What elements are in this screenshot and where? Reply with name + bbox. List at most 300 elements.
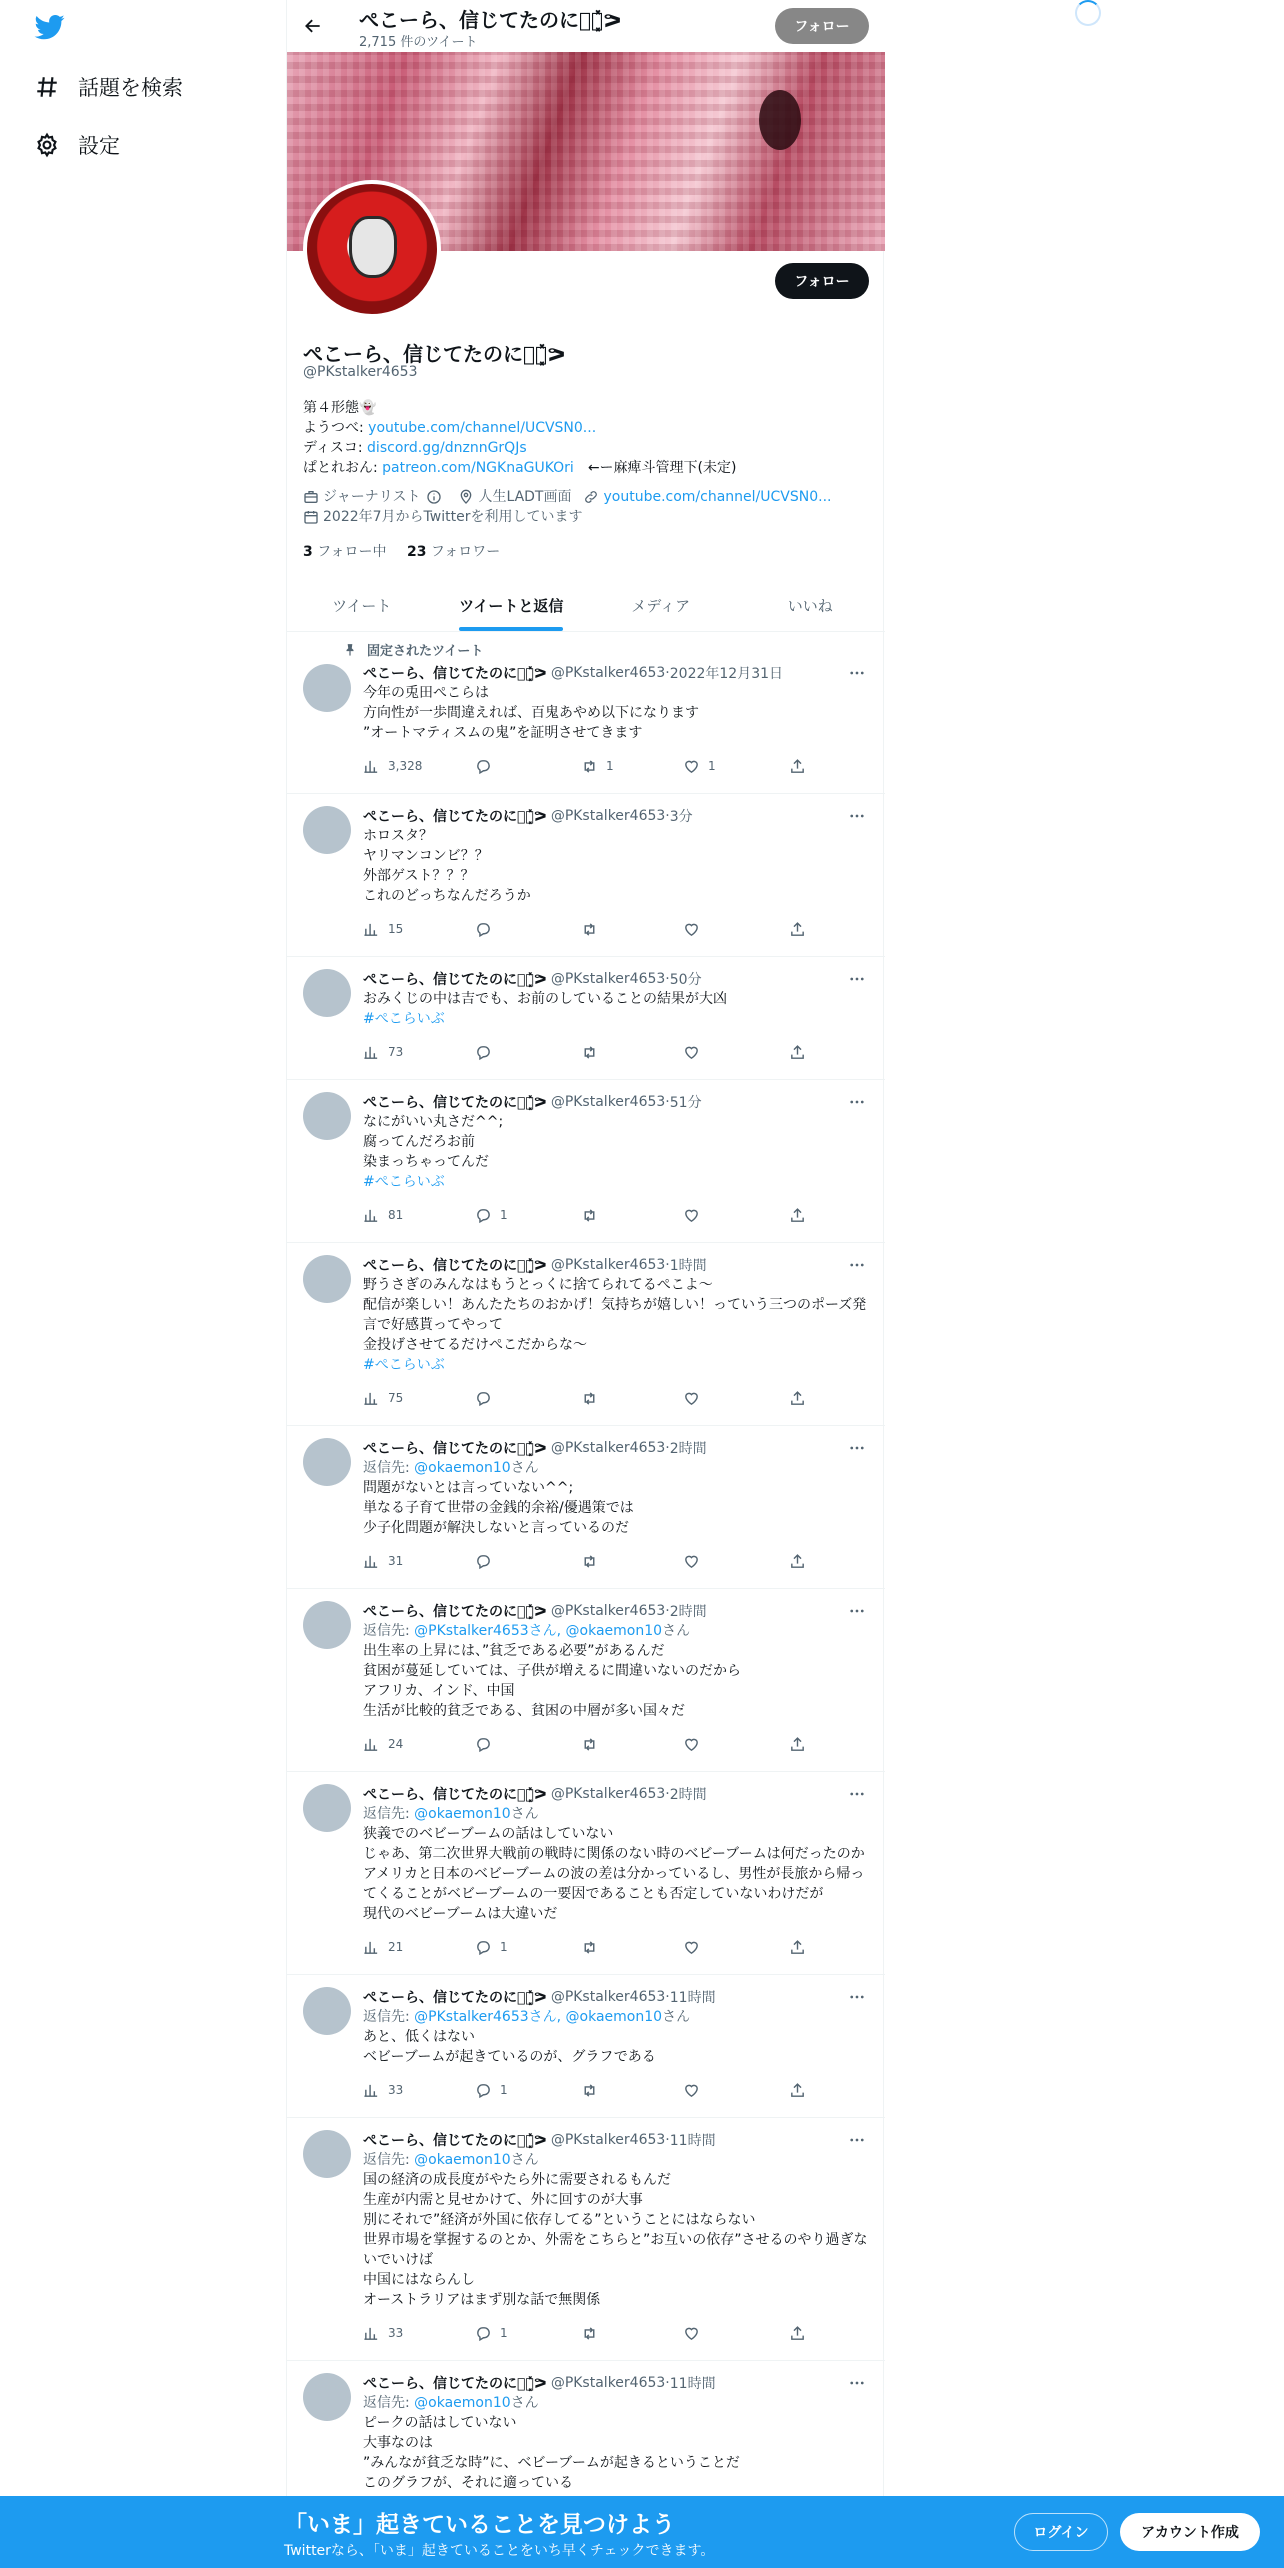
share-button[interactable] xyxy=(789,1939,829,1956)
reply-bubble-icon xyxy=(475,1939,492,1956)
tweet-text: あと、低くはない ベビーブームが起きているのが、グラフである xyxy=(363,2029,656,2065)
reply-prefix: 返信先: xyxy=(363,1623,415,1639)
bar-chart-icon xyxy=(363,758,380,775)
more-icon[interactable] xyxy=(845,2130,869,2150)
tweet-reply-to xyxy=(363,1804,869,1824)
tweet[interactable] xyxy=(287,1589,885,1772)
like-button[interactable] xyxy=(683,1044,789,1061)
reply-suffix: さん xyxy=(662,2009,691,2025)
reply-to-link[interactable]: @okaemon10 xyxy=(414,1806,511,1822)
tweet-text: 今年の兎田ぺこらは 方向性が一歩間違えれば、百鬼あやめ以下になります ”オートマティスムの鬼”を証明させてきます xyxy=(363,685,699,741)
tweet[interactable] xyxy=(287,1243,885,1426)
tweet-text: おみくじの中は吉でも、お前のしていることの結果が大凶 xyxy=(363,991,727,1007)
tweet-author-name[interactable]: ぺこーら、信じてたのにய்͓̽ᕗ xyxy=(363,1604,547,1620)
header-tweet-count: 2,715 件のツイート xyxy=(359,35,478,50)
reply-button[interactable] xyxy=(475,1736,581,1753)
signup-banner-subtitle: Twitterなら、「いま」起きていることをいち早くチェックできます。 xyxy=(284,2543,715,2559)
meta-profession: ジャーナリスト xyxy=(323,489,421,505)
tweet-time[interactable]: 11時間 xyxy=(669,1990,716,2006)
tweet-author-name[interactable]: ぺこーら、信じてたのにய்͓̽ᕗ xyxy=(363,1258,547,1274)
tab-tweets-and-replies[interactable]: ツイートと返信 xyxy=(437,580,587,631)
reply-to-link[interactable]: @okaemon10 xyxy=(414,2395,511,2411)
tweet-actions xyxy=(363,2073,869,2107)
reply-bubble-icon xyxy=(475,1553,492,1570)
retweet-icon xyxy=(581,2082,598,2099)
reply-prefix: 返信先: xyxy=(363,2152,415,2168)
share-button[interactable] xyxy=(789,1044,829,1061)
tweet-dot-separator: · xyxy=(665,665,670,681)
bio-youtube-line xyxy=(303,418,736,438)
tweet-avatar[interactable] xyxy=(303,969,351,1017)
bar-chart-icon xyxy=(363,1736,380,1753)
like-button[interactable] xyxy=(683,1207,789,1224)
tweet-actions xyxy=(363,1381,869,1415)
tweet-avatar[interactable] xyxy=(303,806,351,854)
heart-icon xyxy=(683,2325,700,2342)
views-count: 73 xyxy=(388,1045,404,1059)
share-button[interactable] xyxy=(789,921,829,938)
reply-suffix: さん xyxy=(510,1460,539,1476)
share-button[interactable] xyxy=(789,1390,829,1407)
tweet-author-handle[interactable]: @PKstalker4653 xyxy=(550,665,666,681)
reply-button[interactable] xyxy=(475,1390,581,1407)
share-icon xyxy=(789,1736,806,1753)
retweet-button[interactable] xyxy=(581,2082,683,2099)
tweet[interactable] xyxy=(287,1080,885,1243)
pinned-text: 固定されたツイート xyxy=(367,644,484,659)
reply-bubble-icon xyxy=(475,1736,492,1753)
more-icon[interactable] xyxy=(845,1092,869,1112)
tab-tweets[interactable]: ツイート xyxy=(332,597,392,615)
bar-chart-icon xyxy=(363,1939,380,1956)
views-button[interactable] xyxy=(363,1390,475,1407)
share-button[interactable] xyxy=(789,1736,829,1753)
views-button[interactable] xyxy=(363,921,475,938)
nav-settings-label: 設定 xyxy=(78,134,120,158)
heart-icon xyxy=(683,1553,700,1570)
following-count: 3 xyxy=(303,544,313,560)
retweet-icon xyxy=(581,2325,598,2342)
bar-chart-icon xyxy=(363,2325,380,2342)
reply-bubble-icon xyxy=(475,1390,492,1407)
tweet-reply-to xyxy=(363,2393,869,2413)
nav-settings[interactable] xyxy=(34,120,120,170)
views-button[interactable] xyxy=(363,1207,475,1224)
retweet-button[interactable] xyxy=(581,1939,683,1956)
retweet-button[interactable] xyxy=(581,1553,683,1570)
meta-joined: 2022年7月からTwitterを利用しています xyxy=(323,509,583,525)
tweet-time[interactable]: 2時間 xyxy=(669,1787,707,1803)
share-icon xyxy=(789,1553,806,1570)
share-icon xyxy=(789,1044,806,1061)
like-button[interactable] xyxy=(683,1390,789,1407)
share-button[interactable] xyxy=(789,758,829,775)
info-icon[interactable] xyxy=(426,489,442,505)
following-link[interactable] xyxy=(303,544,387,560)
share-icon xyxy=(789,2325,806,2342)
reply-suffix: さん xyxy=(662,1623,691,1639)
tweet-text: 国の経済の成長度がやたら外に需要されるもんだ 生産が内需と見せかけて、外に回すのが大事 別にそれで”経済が外国に依存してる”ということにはならない 世界市場を掌握するのとか、外需をこちらと”お互いの依存”させるのやり過ぎないでいけば 中国にはならんし オーストラリアはまず別な話で無関係 xyxy=(363,2172,868,2308)
follow-stats xyxy=(303,541,500,561)
more-icon[interactable] xyxy=(845,2373,869,2393)
tweet-avatar[interactable] xyxy=(303,1987,351,2035)
tweet-avatar[interactable] xyxy=(303,2373,351,2421)
views-button[interactable] xyxy=(363,2082,475,2099)
heart-icon xyxy=(683,1044,700,1061)
tweet-dot-separator: · xyxy=(665,808,670,824)
more-icon[interactable] xyxy=(845,1255,869,1275)
tweet-text: ホロスタ？ ヤリマンコンビ？？ 外部ゲスト？？？ これのどっちなんだろうか xyxy=(363,828,531,904)
tweet-author-name[interactable]: ぺこーら、信じてたのにய்͓̽ᕗ xyxy=(363,2133,547,2149)
like-button[interactable] xyxy=(683,1736,789,1753)
tweet-author-handle[interactable]: @PKstalker4653 xyxy=(550,1786,666,1802)
tweet-time[interactable]: 3分 xyxy=(669,809,693,825)
twitter-bird-icon[interactable] xyxy=(34,12,66,42)
heart-icon xyxy=(683,2082,700,2099)
heart-icon xyxy=(683,921,700,938)
views-button[interactable] xyxy=(363,1044,475,1061)
retweet-button[interactable] xyxy=(581,2325,683,2342)
tweet-reply-to xyxy=(363,1458,869,1478)
reply-bubble-icon xyxy=(475,2082,492,2099)
views-count: 33 xyxy=(388,2083,404,2097)
bar-chart-icon xyxy=(363,1044,380,1061)
signup-banner-title: 「いま」起きていることを見つけよう xyxy=(284,2512,675,2538)
share-icon xyxy=(789,1939,806,1956)
tweet-dot-separator: · xyxy=(665,1440,670,1456)
tweet-time[interactable]: 11時間 xyxy=(669,2376,716,2392)
tweet-header xyxy=(363,806,869,826)
bio-patreon-prefix: ぱとれおん: xyxy=(303,460,383,476)
retweet-button[interactable] xyxy=(581,758,683,775)
tweet-dot-separator: · xyxy=(665,1603,670,1619)
tweet-time[interactable]: 51分 xyxy=(669,1095,702,1111)
tweet-hashtag[interactable]: #ぺこらいぶ xyxy=(363,1174,445,1190)
reply-bubble-icon xyxy=(475,758,492,775)
reply-button[interactable] xyxy=(475,1207,581,1224)
like-button[interactable] xyxy=(683,1939,789,1956)
heart-icon xyxy=(683,1736,700,1753)
like-button[interactable] xyxy=(683,1553,789,1570)
tweet-header xyxy=(363,2130,869,2150)
views-button[interactable] xyxy=(363,2325,475,2342)
tweet-dot-separator: · xyxy=(665,1786,670,1802)
tab-media[interactable]: メディア xyxy=(631,597,691,615)
more-icon[interactable] xyxy=(845,969,869,989)
reply-to-link[interactable]: @okaemon10 xyxy=(414,1460,511,1476)
reply-button[interactable] xyxy=(475,921,581,938)
tweet[interactable] xyxy=(287,1426,885,1589)
pinned-label xyxy=(343,640,869,659)
views-count: 33 xyxy=(388,2326,404,2340)
views-count: 81 xyxy=(388,1208,404,1222)
share-icon xyxy=(789,1390,806,1407)
bio-line-1: 第４形態👻 xyxy=(303,400,377,416)
more-icon[interactable] xyxy=(845,1601,869,1621)
views-button[interactable] xyxy=(363,1736,475,1753)
tweet-time[interactable]: 2時間 xyxy=(669,1604,707,1620)
tweet[interactable] xyxy=(287,632,885,794)
more-icon[interactable] xyxy=(845,663,869,683)
reply-suffix: さん xyxy=(510,2152,539,2168)
views-count: 75 xyxy=(388,1391,404,1405)
tweet-text: 野うさぎのみんなはもうとっくに捨てられてるぺこよ〜 配信が楽しい！あんたたちのおかげ！気持ちが嬉しい！っていう三つのポーズ発言で好感貰ってやって 金投げさせてるだけぺこだからな〜 xyxy=(363,1277,867,1353)
tweet-reply-to xyxy=(363,1621,869,1641)
tweet[interactable] xyxy=(287,794,885,957)
tweet-header xyxy=(363,1255,869,1275)
profile-handle: @PKstalker4653 xyxy=(303,364,418,380)
loading-spinner-icon xyxy=(1075,0,1101,26)
meta-row-1 xyxy=(303,487,831,507)
banner-detail xyxy=(759,90,801,150)
nav-explore-label: 話題を検索 xyxy=(78,76,183,100)
tweet-header xyxy=(363,1987,869,2007)
heart-icon xyxy=(683,1939,700,1956)
followers-label: フォロワー xyxy=(430,544,501,560)
share-button[interactable] xyxy=(789,2082,829,2099)
bar-chart-icon xyxy=(363,1390,380,1407)
profile-header-bar xyxy=(287,0,885,52)
tweet-avatar[interactable] xyxy=(303,2130,351,2178)
profile-name: ぺこーら、信じてたのにய்͓̽ᕗ xyxy=(303,342,566,366)
tweet-reply-to xyxy=(363,2150,869,2170)
tweet-dot-separator: · xyxy=(665,1989,670,2005)
followers-link[interactable] xyxy=(407,544,500,560)
more-icon[interactable] xyxy=(845,806,869,826)
tweet-time[interactable]: 50分 xyxy=(669,972,702,988)
tweet-actions xyxy=(363,912,869,946)
nav-explore[interactable] xyxy=(34,62,183,112)
profile-tabs xyxy=(287,580,885,632)
avatar-character xyxy=(349,216,397,278)
tweet-avatar[interactable] xyxy=(303,1784,351,1832)
tweet-dot-separator: · xyxy=(665,1094,670,1110)
header-follow-button[interactable]: フォロー xyxy=(775,8,869,44)
tweet-avatar[interactable] xyxy=(303,664,351,712)
tweet-avatar[interactable] xyxy=(303,1255,351,1303)
share-icon xyxy=(789,921,806,938)
tweet-author-name[interactable]: ぺこーら、信じてたのにய்͓̽ᕗ xyxy=(363,1787,547,1803)
bar-chart-icon xyxy=(363,921,380,938)
tweet-author-handle[interactable]: @PKstalker4653 xyxy=(550,971,666,987)
tweet-reply-to xyxy=(363,2007,869,2027)
tweet-text: なにがいい丸さだ^^; 腐ってんだろお前 染まっちゃってんだ xyxy=(363,1114,504,1170)
like-button[interactable] xyxy=(683,758,789,775)
tweet[interactable] xyxy=(287,957,885,1080)
bio-youtube-link[interactable]: youtube.com/channel/UCVSN0... xyxy=(368,420,597,436)
reply-bubble-icon xyxy=(475,1207,492,1224)
tweet-author-name[interactable]: ぺこーら、信じてたのにய்͓̽ᕗ xyxy=(363,666,547,682)
tweet-header xyxy=(363,1438,869,1458)
gear-icon xyxy=(34,132,60,158)
bar-chart-icon xyxy=(363,2082,380,2099)
tweet-author-name[interactable]: ぺこーら、信じてたのにய்͓̽ᕗ xyxy=(363,809,547,825)
reply-count: 1 xyxy=(500,2326,508,2340)
following-label: フォロー中 xyxy=(317,544,387,560)
tweet-author-name[interactable]: ぺこーら、信じてたのにய்͓̽ᕗ xyxy=(363,1990,547,2006)
views-count: 3,328 xyxy=(388,759,423,773)
like-button[interactable] xyxy=(683,2082,789,2099)
heart-icon xyxy=(683,1390,700,1407)
reply-suffix: さん xyxy=(510,2395,539,2411)
tweet-author-handle[interactable]: @PKstalker4653 xyxy=(550,1603,666,1619)
tweet-author-name[interactable]: ぺこーら、信じてたのにய்͓̽ᕗ xyxy=(363,1095,547,1111)
tweet-header xyxy=(363,1092,869,1112)
hashtag-icon xyxy=(34,74,60,100)
views-count: 15 xyxy=(388,922,404,936)
reply-button[interactable] xyxy=(475,758,581,775)
tweet-actions xyxy=(363,1198,869,1232)
calendar-icon xyxy=(303,509,319,525)
followers-count: 23 xyxy=(406,544,427,560)
tweet-avatar[interactable] xyxy=(303,1438,351,1486)
tweet-dot-separator: · xyxy=(665,2132,670,2148)
tweet[interactable] xyxy=(287,2361,885,2504)
bio-discord-prefix: ディスコ: xyxy=(303,440,368,456)
views-button[interactable] xyxy=(363,1939,475,1956)
tweet-time[interactable]: 2022年12月31日 xyxy=(669,666,784,682)
tweet-timeline xyxy=(287,632,885,2504)
reply-prefix: 返信先: xyxy=(363,1806,415,1822)
tweet-time[interactable]: 1時間 xyxy=(669,1258,707,1274)
bio-discord-line xyxy=(303,438,736,458)
profile-meta xyxy=(303,487,831,527)
tweet-avatar[interactable] xyxy=(303,1601,351,1649)
views-button[interactable] xyxy=(363,1553,475,1570)
retweet-icon xyxy=(581,1553,598,1570)
login-button[interactable]: ログイン xyxy=(1014,2513,1108,2551)
tweet-avatar[interactable] xyxy=(303,1092,351,1140)
tweet-author-handle[interactable]: @PKstalker4653 xyxy=(550,2375,666,2391)
views-count: 21 xyxy=(388,1940,404,1954)
profile-avatar[interactable] xyxy=(303,180,441,318)
views-button[interactable] xyxy=(363,758,475,775)
reply-bubble-icon xyxy=(475,1044,492,1061)
tweet-author-name[interactable]: ぺこーら、信じてたのにய்͓̽ᕗ xyxy=(363,972,547,988)
tweet[interactable] xyxy=(287,1772,885,1975)
bio-discord-link[interactable]: discord.gg/dnznnGrQJs xyxy=(367,440,527,456)
tweet-author-name[interactable]: ぺこーら、信じてたのにய்͓̽ᕗ xyxy=(363,1441,547,1457)
tweet-time[interactable]: 11時間 xyxy=(669,2133,716,2149)
tweet-actions xyxy=(363,2316,869,2350)
reply-button[interactable] xyxy=(475,2325,581,2342)
heart-icon xyxy=(683,758,700,775)
reply-count: 1 xyxy=(500,1940,508,1954)
tweet-author-handle[interactable]: @PKstalker4653 xyxy=(550,1440,666,1456)
tweet-header xyxy=(363,1601,869,1621)
signup-button[interactable]: アカウント作成 xyxy=(1120,2513,1260,2551)
bio-patreon-suffix: ←ー麻痺斗管理下(未定) xyxy=(573,460,737,476)
tweet[interactable] xyxy=(287,2118,885,2361)
tweet-author-name[interactable]: ぺこーら、信じてたのにய்͓̽ᕗ xyxy=(363,2376,547,2392)
views-count: 31 xyxy=(388,1554,404,1568)
tab-likes[interactable]: いいね xyxy=(787,597,833,615)
tweet-header xyxy=(363,1784,869,1804)
share-icon xyxy=(789,2082,806,2099)
retweet-icon xyxy=(581,758,598,775)
reply-button[interactable] xyxy=(475,1939,581,1956)
more-icon[interactable] xyxy=(845,1987,869,2007)
views-count: 24 xyxy=(388,1737,404,1751)
more-icon[interactable] xyxy=(845,1784,869,1804)
tweet-actions xyxy=(363,1035,869,1069)
share-button[interactable] xyxy=(789,1553,829,1570)
back-button[interactable] xyxy=(299,12,327,40)
tweet-text: 問題がないとは言っていない^^; 単なる子育て世帯の金銭的余裕/優遇策では 少子化問題が解決しないと言っているのだ xyxy=(363,1480,634,1536)
tweet-header xyxy=(363,2373,869,2393)
location-pin-icon xyxy=(458,489,474,505)
reply-count: 1 xyxy=(500,1208,508,1222)
like-button[interactable] xyxy=(683,2325,789,2342)
share-icon xyxy=(789,758,806,775)
retweet-button[interactable] xyxy=(581,921,683,938)
retweet-button[interactable] xyxy=(581,1207,683,1224)
bar-chart-icon xyxy=(363,1553,380,1570)
retweet-icon xyxy=(581,1044,598,1061)
reply-suffix: さん xyxy=(510,1806,539,1822)
pin-icon xyxy=(343,643,357,657)
more-icon[interactable] xyxy=(845,1438,869,1458)
share-icon xyxy=(789,1207,806,1224)
reply-button[interactable] xyxy=(475,2082,581,2099)
bar-chart-icon xyxy=(363,1207,380,1224)
header-name: ぺこーら、信じてたのにய்͓̽ᕗ xyxy=(359,8,622,32)
share-button[interactable] xyxy=(789,2325,829,2342)
retweet-button[interactable] xyxy=(581,1736,683,1753)
tweet-dot-separator: · xyxy=(665,971,670,987)
tweet-author-handle[interactable]: @PKstalker4653 xyxy=(550,2132,666,2148)
follow-button[interactable]: フォロー xyxy=(775,263,869,299)
tweet-dot-separator: · xyxy=(665,1257,670,1273)
retweet-button[interactable] xyxy=(581,1390,683,1407)
tweet-author-handle[interactable]: @PKstalker4653 xyxy=(550,808,666,824)
retweet-icon xyxy=(581,1390,598,1407)
reply-button[interactable] xyxy=(475,1553,581,1570)
tweet-hashtag[interactable]: #ぺこらいぶ xyxy=(363,1357,445,1373)
tweet-header xyxy=(363,663,869,683)
tweet-author-handle[interactable]: @PKstalker4653 xyxy=(550,1989,666,2005)
tweet-dot-separator: · xyxy=(665,2375,670,2391)
retweet-button[interactable] xyxy=(581,1044,683,1061)
bio-youtube-prefix: ようつべ: xyxy=(303,420,369,436)
reply-to-link[interactable]: @PKstalker4653さん, @okaemon10 xyxy=(414,2009,663,2025)
reply-prefix: 返信先: xyxy=(363,2395,415,2411)
reply-button[interactable] xyxy=(475,1044,581,1061)
reply-count: 1 xyxy=(500,2083,508,2097)
main-column xyxy=(286,0,884,2568)
tweet-author-handle[interactable]: @PKstalker4653 xyxy=(550,1094,666,1110)
like-count: 1 xyxy=(708,759,716,773)
reply-bubble-icon xyxy=(475,921,492,938)
tweet-time[interactable]: 2時間 xyxy=(669,1441,707,1457)
meta-url-link[interactable]: youtube.com/channel/UCVSN0... xyxy=(603,489,832,505)
reply-to-link[interactable]: @PKstalker4653さん, @okaemon10 xyxy=(414,1623,663,1639)
tweet-text: 出生率の上昇には、”貧乏である必要”があるんだ 貧困が蔓延していては、子供が増えるに間違いないのだから アフリカ、インド、中国 生活が比較的貧乏である、貧困の中層が多い国々だ xyxy=(363,1643,741,1719)
retweet-icon xyxy=(581,1939,598,1956)
bio-patreon-link[interactable]: patreon.com/NGKnaGUKOri xyxy=(382,460,574,476)
heart-icon xyxy=(683,1207,700,1224)
reply-to-link[interactable]: @okaemon10 xyxy=(414,2152,511,2168)
tweet-hashtag[interactable]: #ぺこらいぶ xyxy=(363,1011,445,1027)
retweet-icon xyxy=(581,1736,598,1753)
share-button[interactable] xyxy=(789,1207,829,1224)
tweet-actions xyxy=(363,1544,869,1578)
tweet-text: 狭義でのベビーブームの話はしていない じゃあ、第二次世界大戦前の戦時に関係のない時のベビーブームは何だったのか アメリカと日本のベビーブームの波の差は分かっているし、男性が長旅から帰ってくることがベビーブームの一要因であることも否定していないわけだが 現代のベビーブームは大違いだ xyxy=(363,1826,865,1922)
link-icon xyxy=(583,489,599,505)
tweet-author-handle[interactable]: @PKstalker4653 xyxy=(550,1257,666,1273)
like-button[interactable] xyxy=(683,921,789,938)
tweet[interactable] xyxy=(287,1975,885,2118)
